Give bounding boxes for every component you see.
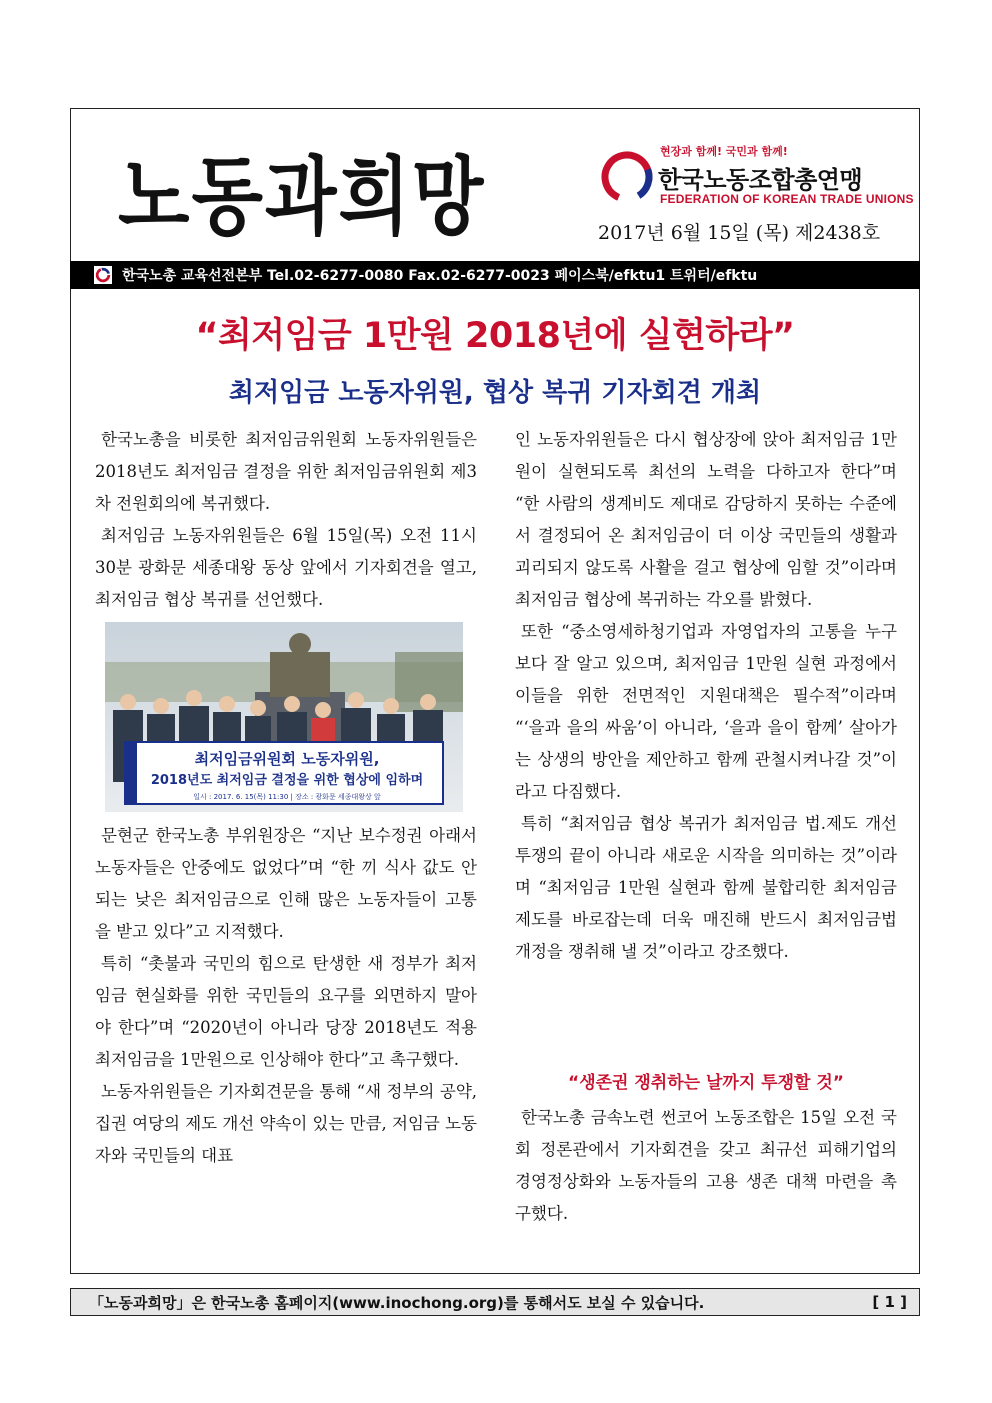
newsletter-title: 노동과희망	[118, 148, 486, 248]
paragraph: 노동자위원들은 기자회견문을 통해 “새 정부의 공약, 집권 여당의 제도 개선 약속이 있는 만큼, 저임금 노동자와 국민들의 대표	[95, 1082, 477, 1165]
org-name: 한국노동조합총연맹	[658, 166, 863, 194]
fktu-logo-icon	[600, 150, 654, 204]
right-column	[515, 424, 897, 968]
article-subheadline: 최저임금 노동자위원, 협상 복귀 기자회견 개최	[228, 378, 762, 408]
photo-banner-line2: 2018년도 최저임금 결정을 위한 협상에 임하며	[150, 773, 424, 788]
paragraph: 최저임금 노동자위원들은 6월 15일(목) 오전 11시 30분 광화문 세종대왕 동상 앞에서 기자회견을 열고, 최저임금 협상 복귀를 선언했다.	[95, 526, 477, 609]
contact-info-text: 한국노총 교육선전본부 Tel.02-6277-0080 Fax.02-6277-0023 페이스북/efktu1 트위터/efktu	[122, 268, 758, 284]
org-name-english: FEDERATION OF KOREAN TRADE UNIONS	[660, 192, 914, 206]
photo-banner-line1: 최저임금위원회 노동자위원,	[194, 750, 380, 768]
contact-info-bar	[70, 261, 920, 289]
paragraph: 한국노총 금속노련 썬코어 노동조합은 15일 오전 국회 정론관에서 기자회견을 갖고 최규선 피해기업의 경영정상화와 노동자들의 고용 생존 대책 마련을 촉구했다.	[515, 1108, 897, 1223]
paragraph: 문현군 한국노총 부위원장은 “지난 보수정권 아래서 노동자들은 안중에도 없었다”며 “한 끼 식사 값도 안되는 낮은 최저임금으로 인해 많은 노동자들이 고통을 받고 있다”고 지적했다.	[95, 826, 477, 941]
paragraph: 특히 “촛불과 국민의 힘으로 탄생한 새 정부가 최저임금 현실화를 위한 국민들의 요구를 외면하지 말아야 한다”며 “2020년이 아니라 당장 2018년도 적용 최저임금을 1만원으로 인상해야 한다”고 촉구했다.	[95, 954, 477, 1069]
paragraph: 또한 “중소영세하청기업과 자영업자의 고통을 누구보다 잘 알고 있으며, 최저임금 1만원 실현 과정에서 이들을 위한 전면적인 지원대책은 필수적”이라며 “‘을과 을의 싸움’이 아니라, ‘을과 을이 함께’ 살아가는 상생의 방안을 제안하고 함께 관철시켜나갈 것”이라고 다짐했다.	[515, 622, 897, 801]
right-column-section	[515, 1102, 897, 1230]
paragraph: 한국노총을 비롯한 최저임금위원회 노동자위원들은 2018년도 최저임금 결정을 위한 최저임금위원회 제3차 전원회의에 복귀했다.	[95, 430, 477, 513]
left-column-bottom	[95, 820, 477, 1172]
article-headline: “최저임금 1만원 2018년에 실현하라”	[195, 316, 795, 356]
issue-date: 2017년 6월 15일 (목) 제2438호	[598, 222, 881, 244]
fktu-small-logo-icon	[94, 266, 112, 284]
page-number: [ 1 ]	[872, 1293, 907, 1311]
slogan: 현장과 함께! 국민과 함께!	[660, 145, 788, 158]
footer-text: 「노동과희망」은 한국노총 홈페이지(www.inochong.org)를 통해서도 보실 수 있습니다.	[89, 1293, 705, 1312]
left-column-top	[95, 424, 477, 616]
section-heading: “생존권 쟁취하는 날까지 투쟁할 것”	[568, 1073, 844, 1093]
footer-bar	[70, 1288, 920, 1316]
photo-illustration	[105, 622, 463, 812]
paragraph: 인 노동자위원들은 다시 협상장에 앉아 최저임금 1만원이 실현되도록 최선의 노력을 다하고자 한다”며 “한 사람의 생계비도 제대로 감당하지 못하는 수준에서 결정되어 온 최저임금이 더 이상 국민들의 생활과 괴리되지 않도록 사활을 걸고 협상에 임할 것”이라며 최저임금 협상에 복귀하는 각오를 밝혔다.	[515, 430, 897, 609]
press-conference-photo	[105, 622, 463, 812]
photo-banner-small: 일시 : 2017. 6. 15(목) 11:30 | 장소 : 광화문 세종대왕상 앞	[193, 793, 381, 801]
paragraph: 특히 “최저임금 협상 복귀가 최저임금 법.제도 개선 투쟁의 끝이 아니라 새로운 시작을 의미하는 것”이라며 “최저임금 1만원 실현과 함께 불합리한 최저임금제도를 바로잡는데 더욱 매진해 반드시 최저임금법 개정을 쟁취해 낼 것”이라고 강조했다.	[515, 814, 897, 961]
